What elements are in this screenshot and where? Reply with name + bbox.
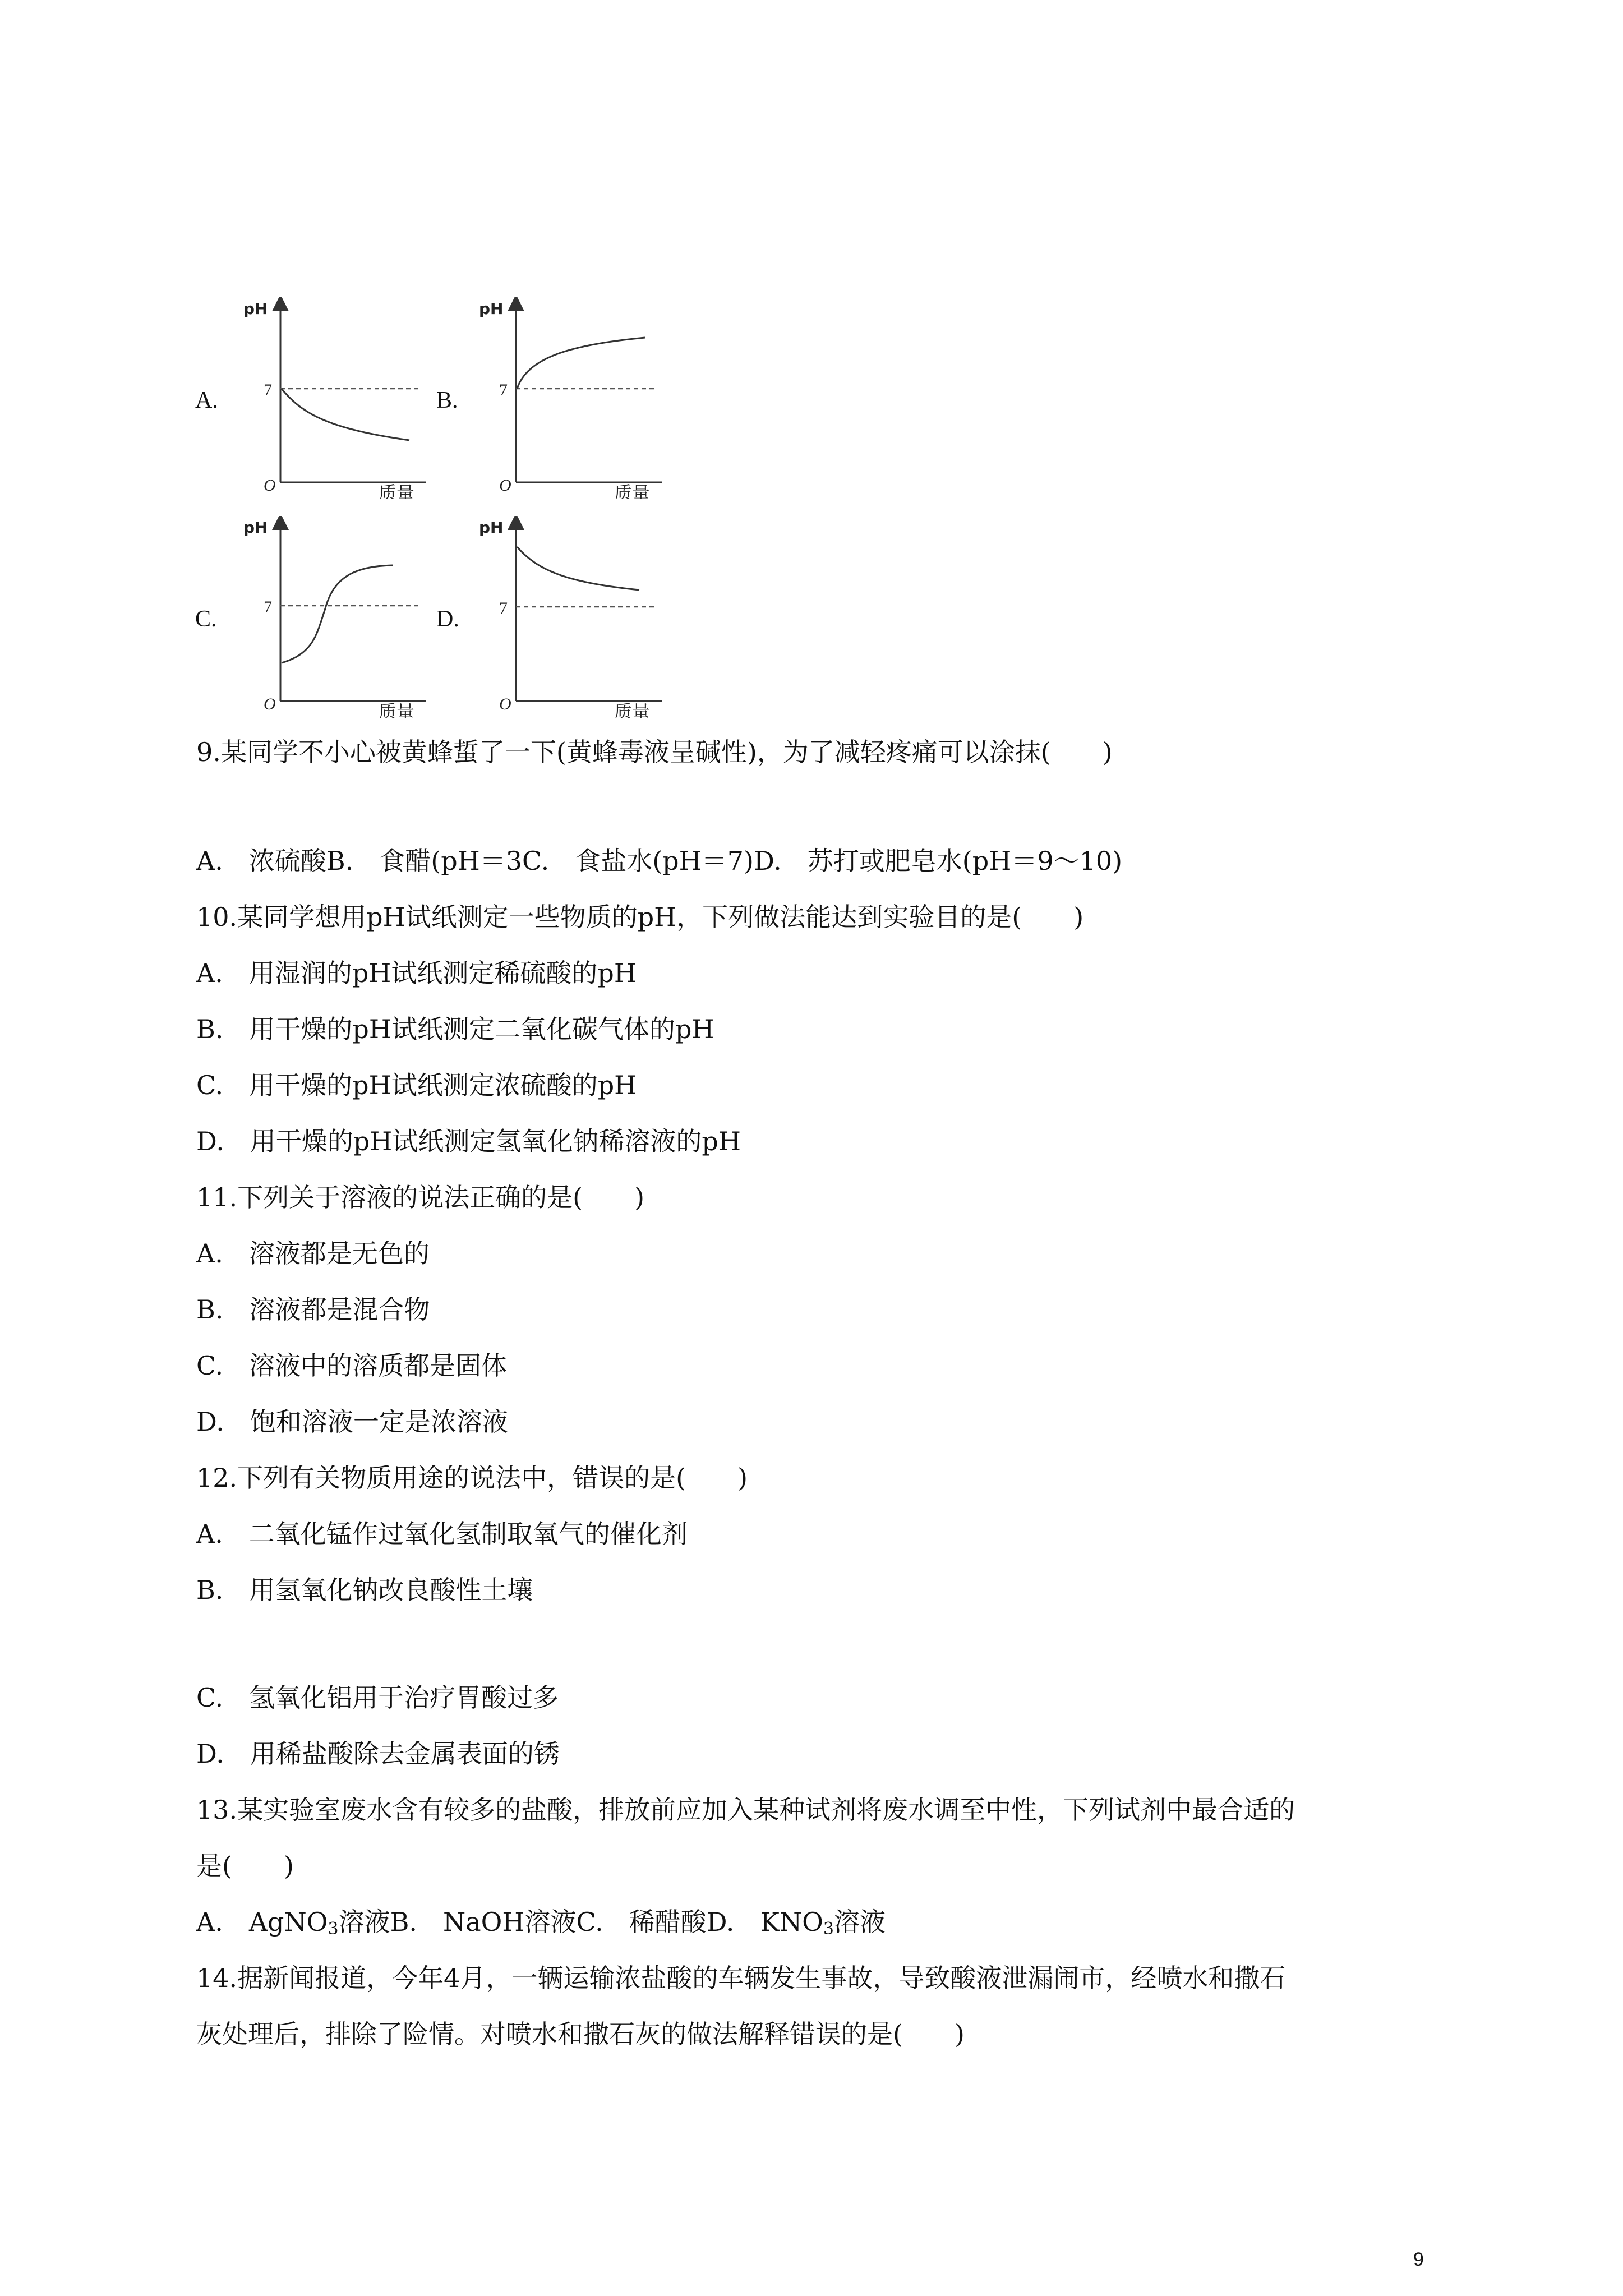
ph-graph-d — [477, 516, 667, 718]
question-12-option-a: A. 二氧化锰作过氧化氢制取氧气的催化剂 — [196, 1519, 688, 1549]
origin-label: O — [499, 476, 511, 495]
option-letter-d: D. — [436, 606, 459, 632]
question-12-option-b: B. 用氢氧化钠改良酸性土壤 — [196, 1575, 533, 1605]
y-axis-label: pH — [243, 299, 268, 318]
x-axis-label: 质量 — [379, 701, 415, 718]
x-axis-label: 质量 — [379, 482, 415, 499]
question-11-stem: 11.下列关于溶液的说法正确的是( ) — [196, 1182, 645, 1212]
ph-graph-c — [241, 516, 432, 718]
question-12-option-d: D. 用稀盐酸除去金属表面的锈 — [196, 1739, 560, 1769]
ph-graph-b — [477, 297, 667, 499]
question-11-option-c: C. 溶液中的溶质都是固体 — [196, 1350, 508, 1381]
x-axis-label: 质量 — [614, 482, 651, 499]
question-14-stem-line1: 14.据新闻报道，今年4月，一辆运输浓盐酸的车辆发生事故，导致酸液泄漏闹市，经喷水和撒石 — [196, 1963, 1286, 1993]
page-number: 9 — [1413, 2249, 1424, 2270]
y-axis-label: pH — [479, 518, 504, 537]
question-13-opt-bcd: 溶液B. NaOH溶液C. 稀醋酸D. KNO — [338, 1907, 823, 1937]
question-12-stem: 12.下列有关物质用途的说法中，错误的是( ) — [196, 1463, 748, 1493]
question-12-option-c: C. 氢氧化铝用于治疗胃酸过多 — [196, 1682, 559, 1713]
y-axis-label: pH — [243, 518, 268, 537]
origin-label: O — [264, 476, 276, 495]
option-letter-c: C. — [195, 606, 217, 632]
question-11-option-a: A. 溶液都是无色的 — [196, 1238, 430, 1269]
question-9-stem: 9.某同学不小心被黄蜂蜇了一下(黄蜂毒液呈碱性)，为了减轻疼痛可以涂抹( ) — [196, 737, 1113, 767]
seven-tick: 7 — [264, 598, 272, 616]
question-9-options: A. 浓硫酸B. 食醋(pH＝3C. 食盐水(pH＝7)D. 苏打或肥皂水(pH＝9～10) — [196, 846, 1123, 876]
question-10-option-d: D. 用干燥的pH试纸测定氢氧化钠稀溶液的pH — [196, 1126, 741, 1156]
seven-tick: 7 — [499, 381, 508, 399]
seven-tick: 7 — [499, 599, 508, 617]
question-13-stem-line2: 是( ) — [196, 1851, 294, 1881]
question-11-option-d: D. 饱和溶液一定是浓溶液 — [196, 1407, 508, 1437]
question-14-stem-line2: 灰处理后，排除了险情。对喷水和撒石灰的做法解释错误的是( ) — [196, 2019, 965, 2049]
ph-graph-a — [241, 297, 432, 499]
question-10-option-b: B. 用干燥的pH试纸测定二氧化碳气体的pH — [196, 1014, 714, 1044]
question-10-option-a: A. 用湿润的pH试纸测定稀硫酸的pH — [196, 958, 637, 988]
question-13-options: A. AgNO$_3$溶液B. NaOH溶液C. 稀醋酸D. $KNO_3$溶液 — [196, 1907, 886, 1939]
seven-tick: 7 — [264, 381, 272, 399]
origin-label: O — [499, 695, 511, 713]
question-11-option-b: B. 溶液都是混合物 — [196, 1294, 430, 1325]
option-letter-a: A. — [195, 388, 218, 413]
question-10-option-c: C. 用干燥的pH试纸测定浓硫酸的pH — [196, 1070, 637, 1100]
question-13-opt-a: A. AgNO — [196, 1907, 328, 1937]
question-13-stem-line1: 13.某实验室废水含有较多的盐酸，排放前应加入某种试剂将废水调至中性，下列试剂中最合适的 — [196, 1795, 1295, 1825]
x-axis-label: 质量 — [614, 701, 651, 718]
option-letter-b: B. — [436, 388, 458, 413]
y-axis-label: pH — [479, 299, 504, 318]
origin-label: O — [264, 695, 276, 713]
question-10-stem: 10.某同学想用pH试纸测定一些物质的pH，下列做法能达到实验目的是( ) — [196, 902, 1084, 932]
